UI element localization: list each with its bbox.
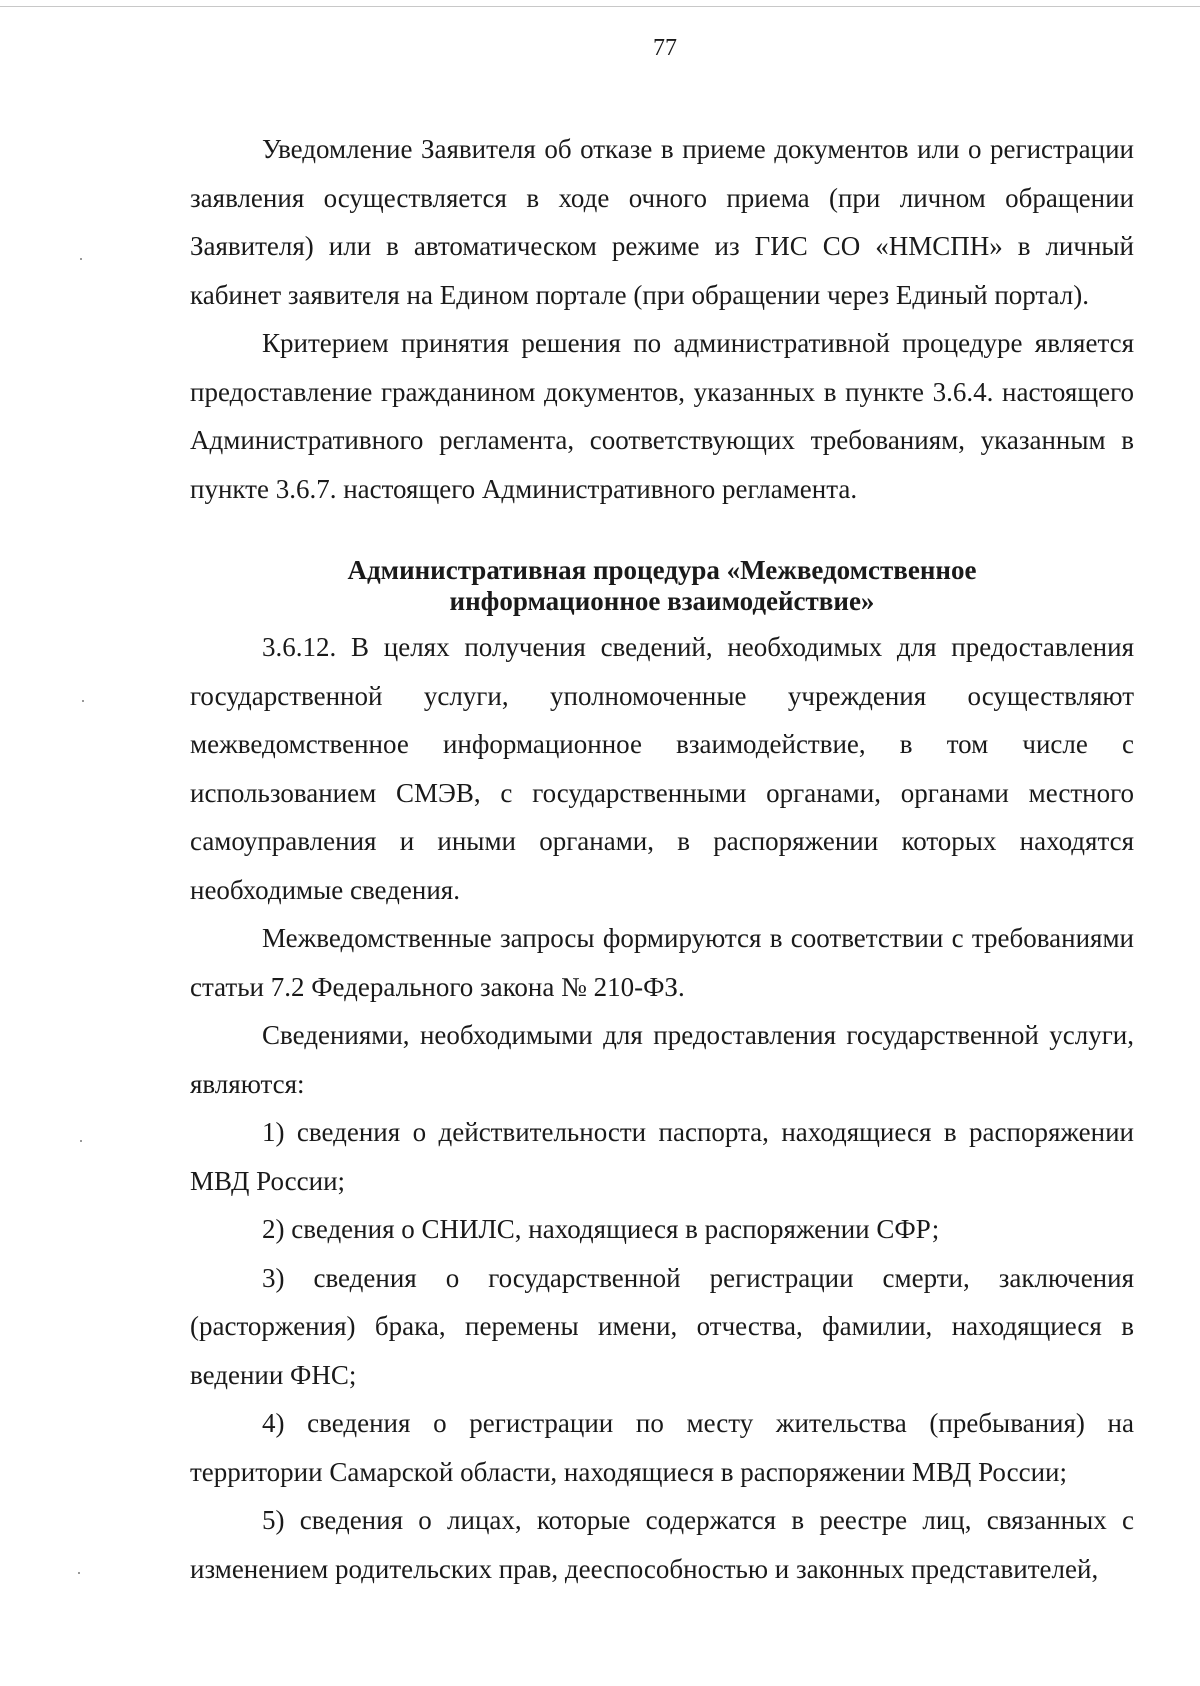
list-item-5: 5) сведения о лицах, которые содержатся в реестре лиц, связанных с изменением родительских прав, дееспособностью и законных представителей, bbox=[190, 1505, 1134, 1584]
scan-speck bbox=[82, 700, 84, 702]
list-item-4: 4) сведения о регистрации по месту жительства (пребывания) на территории Самарской области, находящиеся в распоряжении МВД России; bbox=[190, 1408, 1134, 1487]
paragraph-notification: Уведомление Заявителя об отказе в приеме документов или о регистрации заявления осуществляется в ходе очного приема (при личном обращении Заявителя) или в автоматическом режиме из ГИС СО «НМСПН» в личный кабинет заявителя на Едином портале (при обращении через Единый портал). bbox=[190, 134, 1134, 310]
paragraph-interagency-requests: Межведомственные запросы формируются в соответствии с требованиями статьи 7.2 Федерального закона № 210-ФЗ. bbox=[190, 923, 1134, 1002]
list-item-1: 1) сведения о действительности паспорта, находящиеся в распоряжении МВД России; bbox=[190, 1117, 1134, 1196]
scan-speck bbox=[80, 258, 82, 260]
page-number: 77 bbox=[653, 35, 677, 61]
paragraph-criterion: Критерием принятия решения по административной процедуре является предоставление гражданином документов, указанных в пункте 3.6.4. настоящего Административного регламента, соответствующих требованиям, указанным в пункте 3.6.7. настоящего Административного регламента. bbox=[190, 328, 1134, 504]
section-heading-line-1: Административная процедура «Межведомственное bbox=[347, 555, 977, 585]
paragraph-required-info-intro: Сведениями, необходимыми для предоставления государственной услуги, являются: bbox=[190, 1020, 1134, 1099]
list-item-2: 2) сведения о СНИЛС, находящиеся в распоряжении СФР; bbox=[262, 1214, 940, 1244]
document-body bbox=[190, 125, 1134, 1593]
section-heading-line-2: информационное взаимодействие» bbox=[449, 586, 875, 616]
paragraph-3-6-12: 3.6.12. В целях получения сведений, необходимых для предоставления государственной услуги, уполномоченные учреждения осуществляют межведомственное информационное взаимодействие, в том числе с использованием СМЭВ, с государственными органами, органами местного самоуправления и иными органами, в распоряжении которых находятся необходимые сведения. bbox=[190, 632, 1134, 905]
list-item-3: 3) сведения о государственной регистрации смерти, заключения (расторжения) брака, перемены имени, отчества, фамилии, находящиеся в ведении ФНС; bbox=[190, 1262, 1134, 1390]
scan-speck bbox=[80, 1140, 82, 1142]
section-heading bbox=[190, 555, 1134, 617]
top-scan-edge bbox=[0, 6, 1200, 7]
scan-speck bbox=[78, 1572, 80, 1574]
